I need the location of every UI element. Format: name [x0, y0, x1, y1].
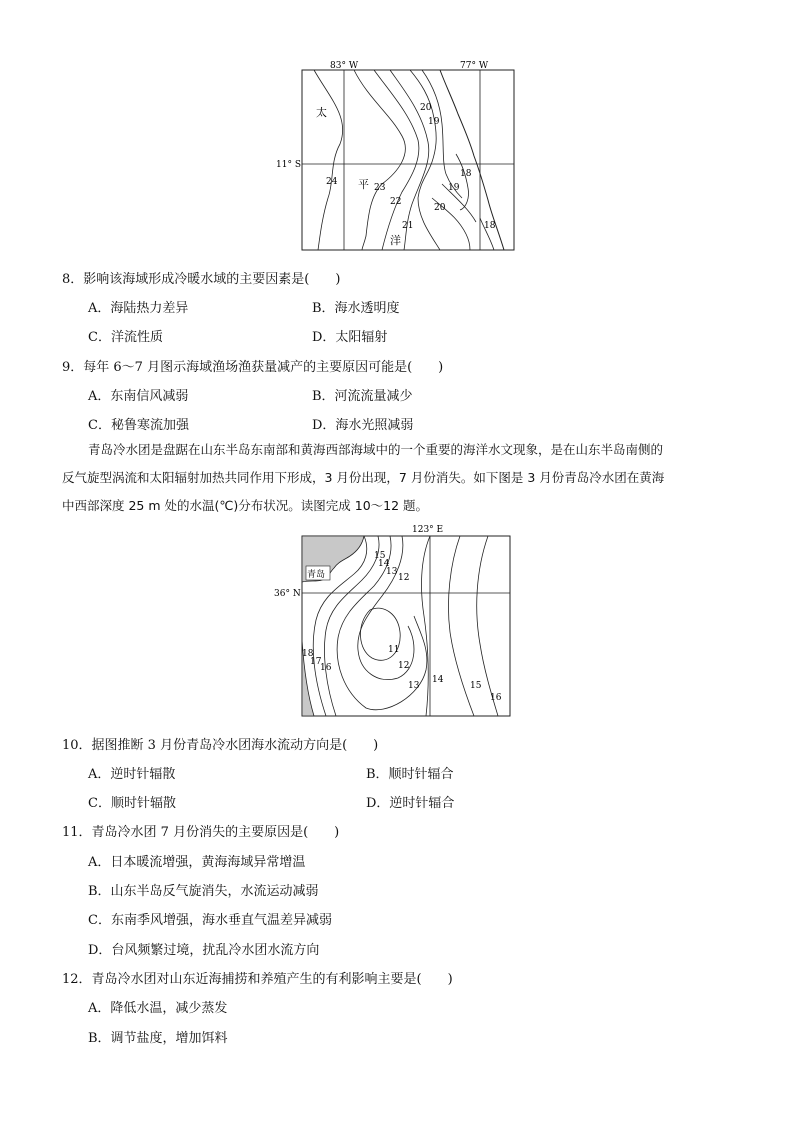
- q11-option-b[interactable]: B．山东半岛反气旋消失，水流运动减弱: [88, 884, 319, 899]
- q9-option-c[interactable]: C．秘鲁寒流加强: [88, 418, 189, 433]
- map1-lat: 11° S: [276, 160, 301, 170]
- map2-lat: 36° N: [274, 589, 301, 599]
- q12-option-a[interactable]: A．降低水温，减少蒸发: [88, 1001, 228, 1016]
- map2-isotherm-label: 14: [378, 559, 390, 569]
- map1-isotherm-20a: [410, 70, 440, 250]
- map1-lon-right: 77° W: [460, 61, 489, 71]
- q11-option-a[interactable]: A．日本暖流增强，黄海海域异常增温: [88, 855, 306, 870]
- q10-option-b[interactable]: B．顺时针辐合: [366, 767, 454, 782]
- map2-isotherm-label: 18: [302, 649, 314, 659]
- map1-isotherm-label: 20: [420, 103, 432, 113]
- passage-line-1: 青岛冷水团是盘踞在山东半岛东南部和黄海西部海域中的一个重要的海洋水文现象，是在山东半岛南侧的: [88, 442, 664, 457]
- map2-city: 青岛: [307, 570, 326, 580]
- q8-option-b[interactable]: B．海水透明度: [312, 301, 400, 316]
- q11-option-d[interactable]: D．台风频繁过境，扰乱冷水团水流方向: [88, 943, 320, 958]
- q9-option-d[interactable]: D．海水光照减弱: [312, 418, 414, 433]
- map1-isotherm-label: 19: [428, 117, 440, 127]
- map1-isotherm-label: 18: [484, 221, 496, 231]
- map1-isotherm-label: 20: [434, 203, 446, 213]
- map2-isotherm-label: 13: [386, 567, 398, 577]
- map2-isotherm-label: 14: [432, 675, 444, 685]
- map1-isotherm-label: 24: [326, 177, 338, 187]
- map1-isotherm-19a: [422, 70, 462, 198]
- map1-isotherm-label: 23: [374, 183, 386, 193]
- map2-isotherm-label: 16: [320, 663, 332, 673]
- map-qingdao-cold-water: [270, 520, 520, 720]
- map1-ocean-char: 太: [316, 106, 327, 119]
- q12-option-b[interactable]: B．调节盐度，增加饵料: [88, 1031, 228, 1046]
- map2-isotherm-label: 15: [470, 681, 482, 691]
- map1-isotherm-18: [456, 154, 469, 210]
- map2-isotherm-label: 13: [408, 681, 420, 691]
- map2-isotherm-14b: [422, 536, 430, 716]
- q9-option-b[interactable]: B．河流流量减少: [312, 389, 413, 404]
- map1-ocean-char: 平: [358, 178, 369, 191]
- q10-option-c[interactable]: C．顺时针辐散: [88, 796, 176, 811]
- map2-isotherm-label: 12: [398, 573, 410, 583]
- q8-option-d[interactable]: D．太阳辐射: [312, 330, 388, 345]
- passage-line-3: 中西部深度 25 m 处的水温(℃)分布状况。读图完成 10～12 题。: [62, 498, 429, 513]
- map2-isotherm-label: 16: [490, 693, 502, 703]
- map2-isotherm-label: 11: [388, 645, 400, 655]
- map-peru-isotherms: [270, 58, 520, 254]
- map1-ocean-char: 洋: [390, 234, 401, 247]
- q11-stem: 11．青岛冷水团 7 月份消失的主要原因是( ): [62, 825, 340, 840]
- passage: [62, 436, 732, 520]
- q8-stem: 8．影响该海域形成冷暖水域的主要因素是( ): [62, 272, 341, 287]
- q10-stem: 10．据图推断 3 月份青岛冷水团海水流动方向是( ): [62, 738, 379, 753]
- map2-isotherm-12: [358, 536, 414, 680]
- q10-option-a[interactable]: A．逆时针辐散: [88, 767, 176, 782]
- q11-option-c[interactable]: C．东南季风增强，海水垂直气温差异减弱: [88, 913, 332, 928]
- q10-option-d[interactable]: D．逆时针辐合: [366, 796, 455, 811]
- map1-isotherm-label: 21: [402, 221, 414, 231]
- map1-isotherm-24: [314, 70, 343, 250]
- map1-lon-left: 83° W: [330, 61, 359, 71]
- map1-isotherm-label: 19: [448, 183, 460, 193]
- q8-option-a[interactable]: A．海陆热力差异: [88, 301, 189, 316]
- passage-line-2: 反气旋型涡流和太阳辐射加热共同作用下形成，3 月份出现，7 月份消失。如下图是 3 月份青岛冷水团在黄海: [62, 470, 665, 485]
- q9-option-a[interactable]: A．东南信风减弱: [88, 389, 189, 404]
- q12-stem: 12．青岛冷水团对山东近海捕捞和养殖产生的有利影响主要是( ): [62, 972, 453, 987]
- map2-isotherm-label: 15: [374, 551, 386, 561]
- map2-lon: 123° E: [412, 525, 444, 535]
- map1-isotherm-label: 22: [390, 197, 402, 207]
- q8-option-c[interactable]: C．洋流性质: [88, 330, 163, 345]
- map2-isotherm-label: 17: [310, 657, 322, 667]
- map1-isotherm-23: [354, 70, 405, 250]
- map1-isotherm-label: 18: [460, 169, 472, 179]
- map2-isotherm-label: 12: [398, 661, 410, 671]
- q9-stem: 9．每年 6～7 月图示海域渔场渔获量减产的主要原因可能是( ): [62, 360, 444, 375]
